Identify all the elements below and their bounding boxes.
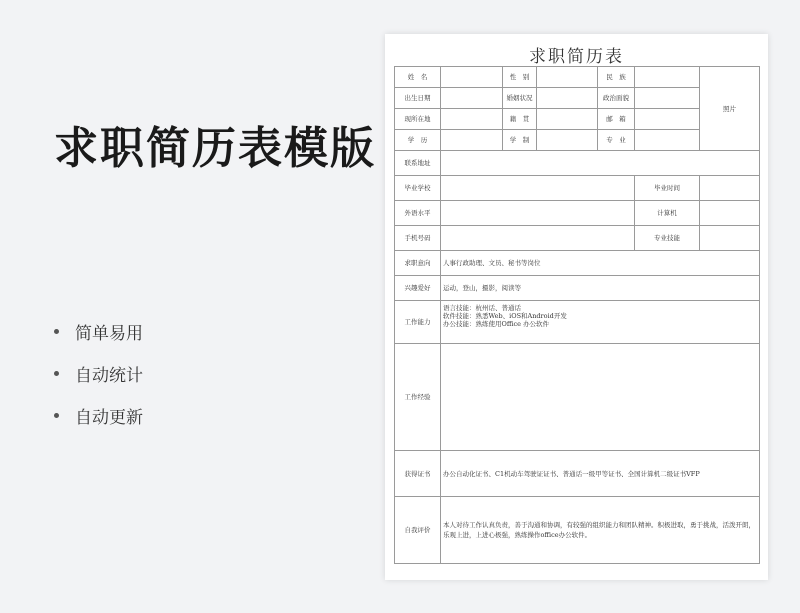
label-hobbies: 兴趣爱好 <box>395 276 441 301</box>
feature-item <box>54 394 143 436</box>
ability-line: 办公技能：熟练使用Office 办公软件 <box>443 320 550 328</box>
label-name: 姓 名 <box>395 67 441 88</box>
feature-item <box>54 310 143 352</box>
page-title: 求职简历表模版 <box>54 123 376 174</box>
table-row <box>395 201 760 226</box>
value-name[interactable] <box>441 67 503 88</box>
value-gender[interactable] <box>537 67 598 88</box>
table-row <box>395 251 760 276</box>
label-certificates: 获得证书 <box>395 451 441 497</box>
table-row <box>395 67 760 88</box>
value-computer[interactable] <box>700 201 760 226</box>
label-ability: 工作能力 <box>395 301 441 344</box>
label-school: 毕业学校 <box>395 176 441 201</box>
label-postal: 邮 箱 <box>598 109 635 130</box>
document-title: 求职简历表 <box>529 47 624 67</box>
label-system: 学 制 <box>503 130 537 151</box>
label-phone: 手机号码 <box>395 226 441 251</box>
value-skills[interactable] <box>700 226 760 251</box>
table-row <box>395 276 760 301</box>
label-foreign-lang: 外语水平 <box>395 201 441 226</box>
label-experience: 工作经验 <box>395 344 441 451</box>
label-hometown: 籍 贯 <box>503 109 537 130</box>
ability-line: 软件技能：熟悉Web、iOS和Android开发 <box>443 312 567 320</box>
label-marital: 婚姻状况 <box>503 88 537 109</box>
value-school[interactable] <box>441 176 635 201</box>
value-system[interactable] <box>537 130 598 151</box>
feature-item <box>54 352 143 394</box>
table-row <box>395 451 760 497</box>
label-birth: 出生日期 <box>395 88 441 109</box>
value-political[interactable] <box>635 88 700 109</box>
photo-cell[interactable]: 照片 <box>700 67 760 151</box>
label-ethnicity: 民 族 <box>598 67 635 88</box>
table-row <box>395 497 760 564</box>
label-education: 学 历 <box>395 130 441 151</box>
feature-label: 自动统计 <box>75 365 143 386</box>
table-row <box>395 151 760 176</box>
value-hometown[interactable] <box>537 109 598 130</box>
label-address: 联系地址 <box>395 151 441 176</box>
label-grad-time: 毕业时间 <box>635 176 700 201</box>
table-row <box>395 226 760 251</box>
label-gender: 性 别 <box>503 67 537 88</box>
table-row <box>395 344 760 451</box>
resume-document <box>385 34 768 580</box>
value-certificates[interactable]: 办公自动化证书、C1机动车驾驶证证书、普通话一级甲等证书、全国计算机二级证书VFP <box>441 451 760 497</box>
label-self-eval: 自我评价 <box>395 497 441 564</box>
value-ethnicity[interactable] <box>635 67 700 88</box>
value-experience[interactable] <box>441 344 760 451</box>
label-political: 政治面貌 <box>598 88 635 109</box>
value-marital[interactable] <box>537 88 598 109</box>
table-row <box>395 301 760 344</box>
value-education[interactable] <box>441 130 503 151</box>
value-major[interactable] <box>635 130 700 151</box>
value-residence[interactable] <box>441 109 503 130</box>
label-residence: 现所在地 <box>395 109 441 130</box>
label-intention: 求职意向 <box>395 251 441 276</box>
value-postal[interactable] <box>635 109 700 130</box>
feature-label: 简单易用 <box>75 323 143 344</box>
value-phone[interactable] <box>441 226 635 251</box>
bullet-icon <box>54 413 59 418</box>
value-hobbies[interactable]: 运动，登山，摄影，阅读等 <box>441 276 760 301</box>
resume-table <box>394 66 760 564</box>
value-foreign-lang[interactable] <box>441 201 635 226</box>
table-row <box>395 176 760 201</box>
value-grad-time[interactable] <box>700 176 760 201</box>
value-birth[interactable] <box>441 88 503 109</box>
value-ability[interactable] <box>441 301 760 344</box>
bullet-icon <box>54 329 59 334</box>
label-computer: 计算机 <box>635 201 700 226</box>
feature-label: 自动更新 <box>75 407 143 428</box>
value-self-eval[interactable]: 本人对待工作认真负责，善于沟通和协调，有较强的组织能力和团队精神。积极进取，勇于挑战，活泼开朗，乐观上进，上进心极强，熟练操作office办公软件。 <box>441 497 760 564</box>
value-intention[interactable]: 人事行政助理、文员、秘书等岗位 <box>441 251 760 276</box>
label-skills: 专业技能 <box>635 226 700 251</box>
bullet-icon <box>54 371 59 376</box>
feature-list <box>54 310 143 436</box>
value-address[interactable] <box>441 151 760 176</box>
label-major: 专 业 <box>598 130 635 151</box>
ability-line: 语言技能：杭州话、普通话 <box>443 304 521 312</box>
